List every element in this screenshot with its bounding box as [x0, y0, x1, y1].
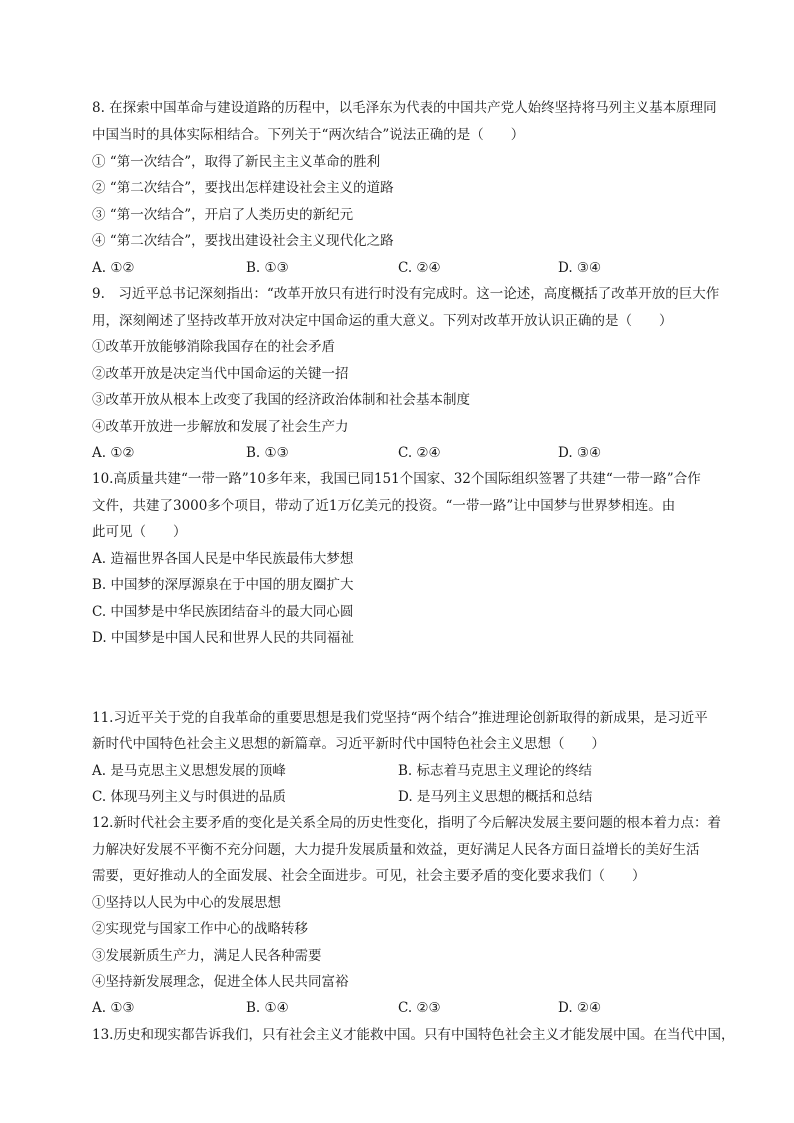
- question-9-item-4: ④改革开放进一步解放和发展了社会生产力: [92, 419, 349, 435]
- question-8-item-1: ① “第一次结合”，取得了新民主主义革命的胜利: [92, 154, 381, 170]
- question-9-option-a: A. ①②: [92, 445, 135, 461]
- question-11-stem-line-2: 新时代中国特色社会主义思想的新篇章。习近平新时代中国特色社会主义思想（ ）: [92, 736, 605, 752]
- question-11-option-c: C. 体现马列主义与时俱进的品质: [92, 789, 286, 805]
- question-10-option-b: B. 中国梦的深厚源泉在于中国的朋友圈扩大: [92, 577, 354, 593]
- question-8-option-d: D. ③④: [558, 260, 602, 276]
- question-8-item-2: ② “第二次结合”，要找出怎样建设社会主义的道路: [92, 180, 394, 196]
- question-9-option-d: D. ③④: [558, 445, 602, 461]
- question-8-stem-line-2: 中国当时的具体实际相结合。下列关于“两次结合”说法正确的是（ ）: [92, 127, 525, 143]
- question-10-option-a: A. 造福世界各国人民是中华民族最伟大梦想: [92, 551, 354, 567]
- question-8-option-a: A. ①②: [92, 260, 135, 276]
- question-12-item-2: ②实现党与国家工作中心的战略转移: [92, 921, 308, 937]
- question-8-item-4: ④ “第二次结合”，要找出建设社会主义现代化之路: [92, 233, 394, 249]
- question-11-stem-line-1: 11.习近平关于党的自我革命的重要思想是我们党坚持“两个结合”推进理论创新取得的新成果，是习近平: [92, 710, 708, 726]
- question-12-stem-line-1: 12.新时代社会主要矛盾的变化是关系全局的历史性变化，指明了今后解决发展主要问题的根本着力点：着: [92, 815, 721, 831]
- question-12-stem-line-2: 力解决好发展不平衡不充分问题，大力提升发展质量和效益，更好满足人民各方面日益增长的美好生活: [92, 842, 700, 858]
- question-12-item-4: ④坚持新发展理念，促进全体人民共同富裕: [92, 974, 349, 990]
- question-12-option-a: A. ①③: [92, 1000, 135, 1016]
- question-8-stem-line-1: 8. 在探索中国革命与建设道路的历程中，以毛泽东为代表的中国共产党人始终坚持将马列主义基本原理同: [92, 100, 717, 116]
- question-10-option-d: D. 中国梦是中国人民和世界人民的共同福祉: [92, 630, 354, 646]
- question-9-item-2: ②改革开放是决定当代中国命运的关键一招: [92, 366, 349, 382]
- question-9-item-1: ①改革开放能够消除我国存在的社会矛盾: [92, 339, 335, 355]
- question-8-option-c: C. ②④: [398, 260, 441, 276]
- question-8-item-3: ③ “第一次结合”，开启了人类历史的新纪元: [92, 207, 354, 223]
- question-12-option-b: B. ①④: [246, 1000, 289, 1016]
- question-10-stem-line-2: 文件，共建了3000多个项目，带动了近1万亿美元的投资。“一带一路”让中国梦与世界梦相连。由: [92, 498, 676, 514]
- question-11-option-b: B. 标志着马克思主义理论的终结: [398, 763, 593, 779]
- question-13-stem-line-1: 13.历史和现实都告诉我们，只有社会主义才能救中国。只有中国特色社会主义才能发展中国。在当代中国，: [92, 1027, 735, 1043]
- question-12-stem-line-3: 需要，更好推动人的全面发展、社会全面进步。可见，社会主要矛盾的变化要求我们（ ）: [92, 868, 646, 884]
- question-11-option-d: D. 是马列主义思想的概括和总结: [398, 789, 593, 805]
- question-12-option-c: C. ②③: [398, 1000, 441, 1016]
- question-9-option-b: B. ①③: [246, 445, 289, 461]
- question-10-stem-line-3: 此可见（ ）: [92, 524, 187, 540]
- question-11-option-a: A. 是马克思主义思想发展的顶峰: [92, 763, 286, 779]
- question-9-stem-line-2: 用，深刻阐述了坚持改革开放对决定中国命运的重大意义。下列对改革开放认识正确的是（ ）: [92, 313, 673, 329]
- question-12-item-3: ③发展新质生产力，满足人民各种需要: [92, 948, 322, 964]
- question-9-option-c: C. ②④: [398, 445, 441, 461]
- question-12-option-d: D. ②④: [558, 1000, 602, 1016]
- question-10-option-c: C. 中国梦是中华民族团结奋斗的最大同心圆: [92, 604, 354, 620]
- question-12-item-1: ①坚持以人民为中心的发展思想: [92, 895, 281, 911]
- question-10-stem-line-1: 10.高质量共建“一带一路”10多年来，我国已同151个国家、32个国际组织签署了共建“一带一路”合作: [92, 471, 701, 487]
- question-9-stem-line-1: 9. 习近平总书记深刻指出：“改革开放只有进行时没有完成时。这一论述，高度概括了改革开放的巨大作: [92, 286, 720, 302]
- question-8-option-b: B. ①③: [246, 260, 289, 276]
- question-9-item-3: ③改革开放从根本上改变了我国的经济政治体制和社会基本制度: [92, 392, 470, 408]
